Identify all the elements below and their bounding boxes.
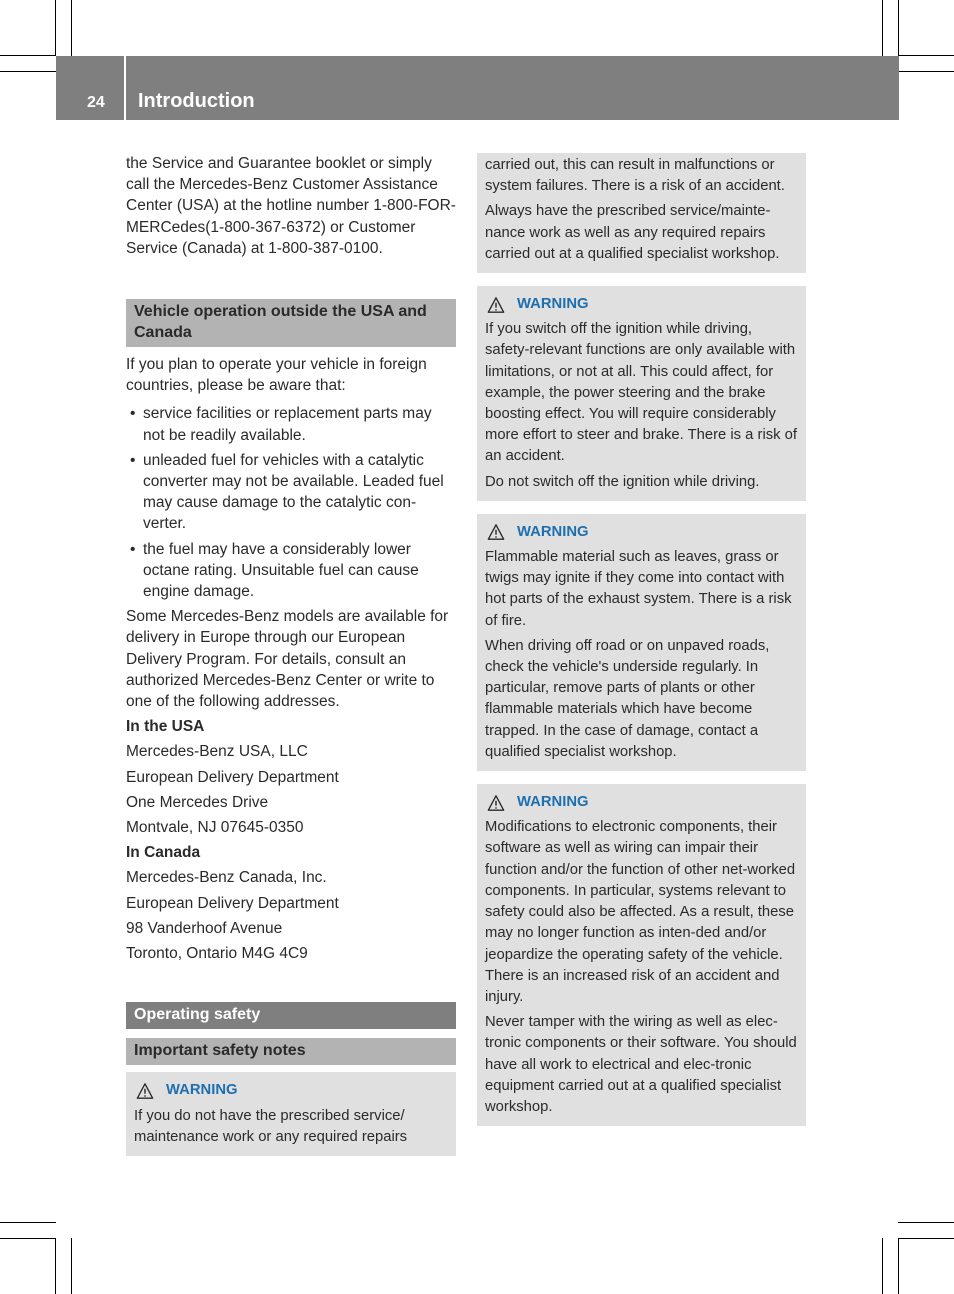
address-line: European Delivery Department [126,894,339,912]
crop-mark [898,71,954,72]
bullet-icon: • [130,405,136,423]
list-item [126,450,456,535]
warning-text: Do not switch off the ignition while driving. [485,473,760,490]
list-item [126,403,456,445]
warning-header [485,294,798,315]
warning-triangle-icon [136,1082,154,1100]
section-heading-safety-notes: Important safety notes [126,1038,456,1065]
address-line: European Delivery Department [126,768,339,786]
crop-mark [898,1222,954,1223]
warning-text: Modifications to electronic components, their software as well as wiring can impair their function and/or the function of other net-worked components. In particular, systems relevant to safety could also be affected. As a result, these may no longer function as inten-ded and/or jeopardize the operating safety of the vehicle. There is an increased risk of an accident and injury. [485,819,796,1005]
crop-mark [0,71,56,72]
address-line: Montvale, NJ 07645-0350 [126,819,304,837]
list-item-text: the fuel may have a considerably lower octane rating. Unsuitable fuel can cause engine damage. [143,540,419,601]
canada-address-block [126,842,456,964]
left-column [126,153,456,1156]
warning-label: WARNING [517,523,589,540]
warning-text: When driving off road or on unpaved roads, check the vehicle's underside regularly. In particular, remove parts of plants or other flammable materials which have become trapped. In the case of damage, contact a qualified specialist workshop. [485,637,770,760]
warning-triangle-icon [487,296,505,314]
crop-mark [882,1238,883,1294]
warning-text: Always have the prescribed service/mainte-nance work as well as any required repairs carried out at a qualified specialist workshop. [485,203,780,262]
address-line: One Mercedes Drive [126,793,269,811]
warning-box-continued [477,153,806,273]
list-item-text: unleaded fuel for vehicles with a catalytic converter may not be available. Leaded fuel may cause damage to the catalytic con-verter. [143,451,444,533]
crop-mark [0,1238,56,1239]
page-header [56,56,899,120]
crop-mark [898,55,954,56]
warning-text: If you switch off the ignition while driving, safety-relevant functions are only available with limitations, or not at all. This could affect, for example, the power steering and the brake boosting effect. You will require considerably more effort to steer and brake. There is a risk of an accident. [485,321,797,465]
warning-header [485,522,798,543]
bullet-icon: • [130,540,136,558]
warning-label: WARNING [517,794,589,811]
intro-paragraph: the Service and Guarantee booklet or simply call the Mercedes-Benz Customer Assistance Center (USA) at the hotline number 1-800-FOR-MERCedes(1-800-367-6372) or Customer Service (Canada) at 1-800-387-0100. [126,155,456,257]
bullet-list [126,403,456,602]
address-line: Mercedes-Benz Canada, Inc. [126,869,327,887]
canada-heading: In Canada [126,844,201,862]
warning-text: If you do not have the prescribed service/ maintenance work or any required repairs [134,1107,408,1145]
warning-text: Flammable material such as leaves, grass or twigs may ignite if they come into contact with hot parts of the exhaust system. There is a risk of fire. [485,549,792,629]
crop-mark [55,0,56,56]
usa-heading: In the USA [126,718,205,736]
warning-triangle-icon [487,794,505,812]
address-line: Toronto, Ontario M4G 4C9 [126,945,308,963]
crop-mark [0,55,56,56]
list-item-text: service facilities or replacement parts may not be readily available. [143,405,432,444]
section-intro: If you plan to operate your vehicle in foreign countries, please be aware that: [126,356,427,395]
address-line: Mercedes-Benz USA, LLC [126,743,308,761]
warning-text: carried out, this can result in malfunctions or system failures. There is a risk of an accident. [485,157,785,195]
warning-box [477,286,806,501]
warning-label: WARNING [517,296,589,313]
warning-header [134,1080,448,1101]
crop-mark [898,1238,899,1294]
warning-box [477,514,806,771]
crop-mark [71,1238,72,1294]
warning-triangle-icon [487,523,505,541]
header-divider [124,56,126,120]
section-heading-operating-safety: Operating safety [126,1002,456,1029]
crop-mark [71,0,72,56]
right-column [477,153,806,1126]
warning-box [477,784,806,1126]
warning-label: WARNING [166,1082,238,1099]
crop-mark [0,1222,56,1223]
warning-header [485,792,798,813]
usa-address-block [126,716,456,838]
chapter-title: Introduction [138,90,255,112]
address-line: 98 Vanderhoof Avenue [126,919,283,937]
crop-mark [898,0,899,56]
crop-mark [898,1238,954,1239]
page-number: 24 [87,94,105,111]
list-item [126,539,456,603]
section-heading-outside-usa: Vehicle operation outside the USA and Canada [126,299,456,347]
crop-mark [55,1238,56,1294]
warning-box [126,1072,456,1156]
warning-text: Never tamper with the wiring as well as elec-tronic components or their software. You should have all work to electrical and elec-tronic equipment carried out at a qualified specialist workshop. [485,1014,797,1115]
delivery-paragraph: Some Mercedes-Benz models are available for delivery in Europe through our European Delivery Program. For details, consult an authorized Mercedes-Benz Center or write to one of the following addresses. [126,608,449,711]
bullet-icon: • [130,451,136,469]
crop-mark [882,0,883,56]
